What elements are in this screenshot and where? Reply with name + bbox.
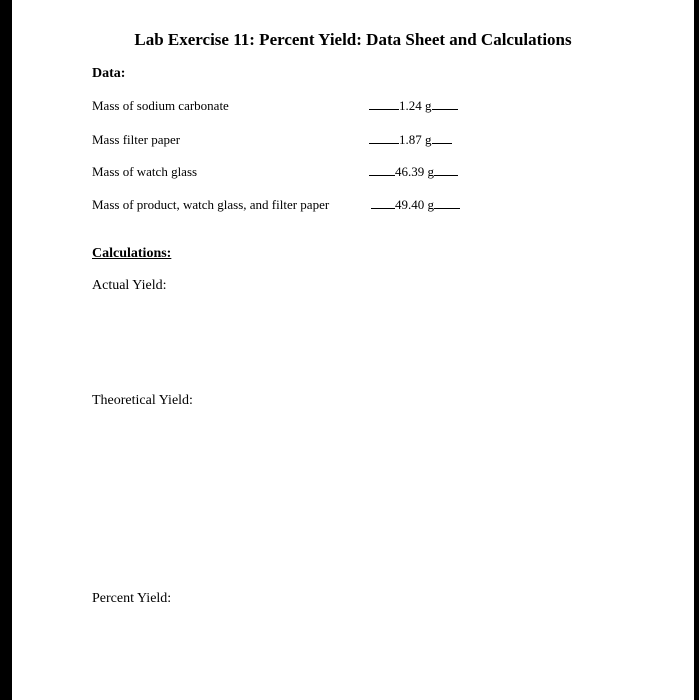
data-row-value-field	[371, 197, 460, 213]
data-row-label: Mass of product, watch glass, and filter paper	[92, 197, 330, 212]
percent-yield-label: Percent Yield:	[92, 591, 172, 606]
data-row-value: 46.39 g	[395, 164, 434, 179]
data-row-value-field	[369, 164, 458, 180]
page-title: Lab Exercise 11: Percent Yield: Data Sheet and Calculations	[134, 30, 572, 49]
calculations-heading: Calculations:	[92, 246, 172, 261]
data-heading: Data:	[92, 66, 126, 81]
data-row-value-field	[369, 98, 458, 114]
data-row-value: 49.40 g	[395, 197, 434, 212]
data-row-label: Mass filter paper	[92, 132, 181, 147]
data-row-label: Mass of sodium carbonate	[92, 98, 229, 113]
worksheet-page	[12, 0, 694, 700]
theoretical-yield-label: Theoretical Yield:	[92, 393, 193, 408]
actual-yield-label: Actual Yield:	[92, 278, 167, 293]
data-row-value: 1.24 g	[399, 98, 432, 113]
data-row-value-field	[369, 132, 452, 148]
data-row-value: 1.87 g	[399, 132, 432, 147]
data-row-label: Mass of watch glass	[92, 164, 198, 179]
